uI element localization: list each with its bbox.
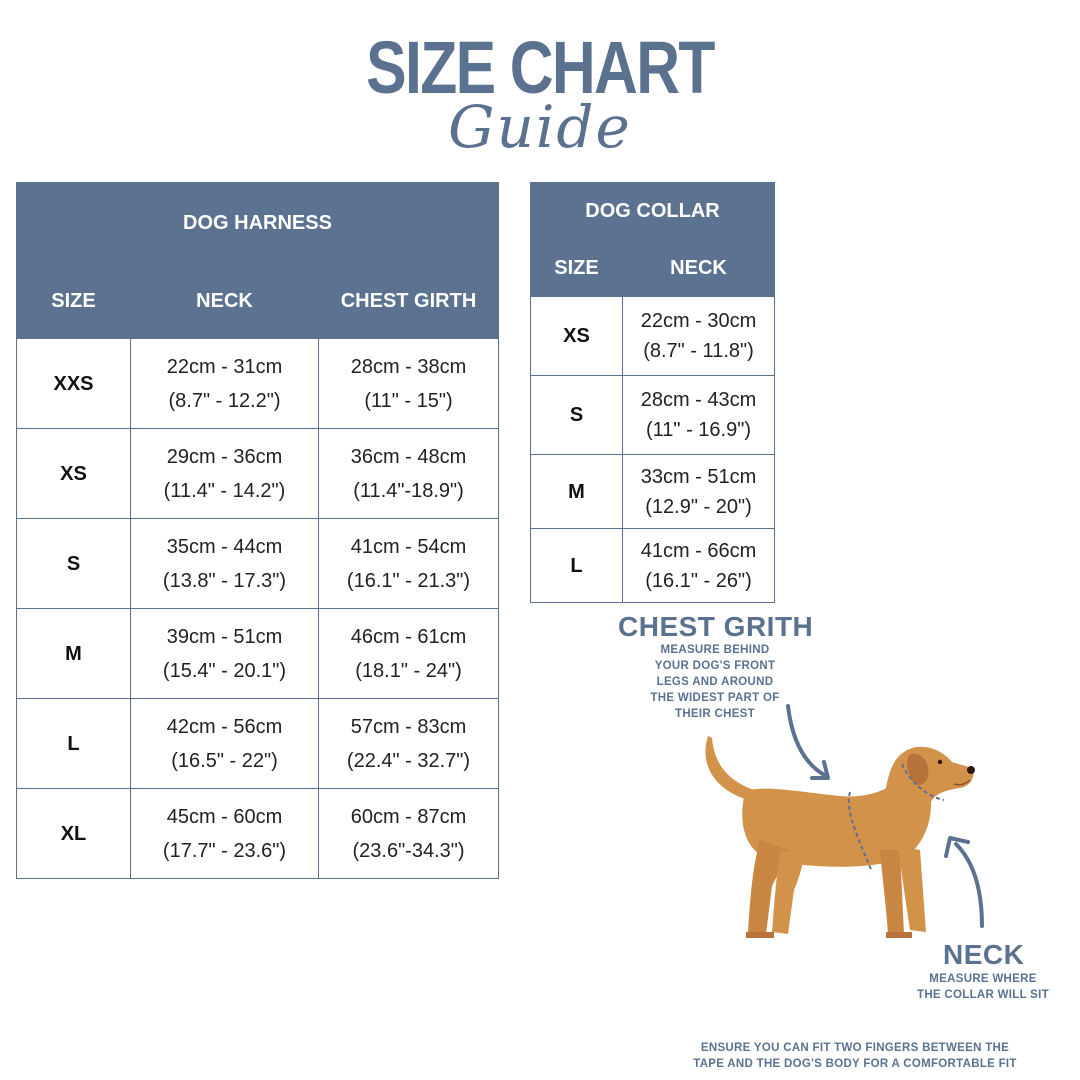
chest-line: THE WIDEST PART OF: [650, 692, 780, 704]
chest-cm: 28cm - 38cm: [350, 355, 467, 378]
harness-col-chest: CHEST GIRTH: [319, 264, 499, 339]
chest-in: (11.4"-18.9"): [353, 479, 464, 502]
collar-title: DOG COLLAR: [531, 183, 775, 240]
chest-in: (18.1" - 24"): [355, 659, 462, 682]
chest-cell: [319, 429, 499, 519]
neck-cm: 42cm - 56cm: [166, 715, 283, 738]
footnote-line: TAPE AND THE DOG'S BODY FOR A COMFORTABLE FIT: [693, 1058, 1017, 1070]
chest-cell: [319, 519, 499, 609]
chest-line: YOUR DOG'S FRONT: [654, 660, 776, 672]
page-title: SIZE CHART: [366, 26, 714, 109]
fit-footnote: [660, 1040, 1050, 1072]
harness-title: DOG HARNESS: [17, 183, 499, 264]
table-row: [17, 429, 499, 519]
chest-cell: [319, 789, 499, 879]
table-row: [17, 519, 499, 609]
neck-cell: [131, 429, 319, 519]
size-cell: S: [17, 519, 131, 609]
neck-in: (13.8" - 17.3"): [162, 569, 287, 592]
chest-line: LEGS AND AROUND: [656, 676, 774, 688]
table-row: [17, 699, 499, 789]
chest-cm: 57cm - 83cm: [350, 715, 467, 738]
neck-cell: [131, 609, 319, 699]
harness-col-neck: NECK: [131, 264, 319, 339]
neck-in: (11.4" - 14.2"): [163, 479, 286, 502]
harness-col-size: SIZE: [17, 264, 131, 339]
neck-cm: 22cm - 30cm: [640, 310, 757, 332]
neck-in: (15.4" - 20.1"): [162, 659, 287, 682]
neck-line: MEASURE WHERE: [929, 973, 1037, 985]
neck-cell: [623, 376, 775, 455]
harness-table: [16, 182, 499, 879]
neck-cm: 22cm - 31cm: [166, 355, 283, 378]
chest-in: (23.6"-34.3"): [352, 839, 465, 862]
chest-in: (11" - 15"): [364, 389, 453, 412]
table-row: [531, 455, 775, 529]
neck-cm: 33cm - 51cm: [640, 465, 757, 488]
table-row: [17, 609, 499, 699]
neck-cell: [623, 297, 775, 376]
table-row: [531, 529, 775, 603]
neck-cm: 39cm - 51cm: [166, 625, 283, 648]
neck-line: THE COLLAR WILL SIT: [917, 989, 1049, 1001]
collar-col-neck: NECK: [623, 240, 775, 297]
chest-cm: 60cm - 87cm: [350, 805, 467, 828]
neck-cm: 29cm - 36cm: [166, 445, 283, 468]
chest-cell: [319, 339, 499, 429]
neck-cell: [623, 529, 775, 603]
neck-in: (16.5" - 22"): [171, 749, 278, 772]
neck-in: (12.9" - 20"): [645, 495, 752, 518]
chest-cm: 46cm - 61cm: [350, 625, 467, 648]
table-row: [17, 789, 499, 879]
neck-in: (16.1" - 26"): [645, 569, 752, 592]
collar-table: [530, 182, 775, 603]
neck-instructions: [905, 971, 1061, 1003]
size-cell: S: [531, 376, 623, 455]
size-cell: L: [531, 529, 623, 603]
size-cell: XXS: [17, 339, 131, 429]
neck-in: (8.7" - 11.8"): [643, 340, 754, 362]
table-row: [17, 339, 499, 429]
neck-cm: 41cm - 66cm: [640, 539, 757, 562]
neck-cm: 28cm - 43cm: [640, 389, 757, 411]
neck-heading: NECK: [943, 939, 1025, 970]
footnote-line: ENSURE YOU CAN FIT TWO FINGERS BETWEEN THE: [700, 1042, 1010, 1054]
chest-girth-heading: CHEST GRITH: [618, 611, 814, 642]
size-cell: XS: [531, 297, 623, 376]
size-cell: XS: [17, 429, 131, 519]
size-cell: XL: [17, 789, 131, 879]
neck-cell: [131, 339, 319, 429]
chest-cm: 41cm - 54cm: [350, 535, 467, 558]
chest-line: MEASURE BEHIND: [660, 644, 770, 656]
neck-cell: [131, 519, 319, 609]
table-row: [531, 297, 775, 376]
neck-cm: 45cm - 60cm: [166, 805, 283, 828]
size-cell: M: [17, 609, 131, 699]
neck-cell: [131, 789, 319, 879]
chest-cm: 36cm - 48cm: [350, 445, 467, 468]
size-cell: M: [531, 455, 623, 529]
neck-cell: [623, 455, 775, 529]
chest-in: (22.4" - 32.7"): [346, 749, 471, 772]
chest-cell: [319, 609, 499, 699]
neck-in: (11" - 16.9"): [646, 419, 751, 441]
table-row: [531, 376, 775, 455]
page-subtitle: Guide: [448, 93, 632, 161]
chest-cell: [319, 699, 499, 789]
chest-in: (16.1" - 21.3"): [346, 569, 471, 592]
chest-line: THEIR CHEST: [675, 708, 755, 720]
neck-in: (17.7" - 23.6"): [162, 839, 287, 862]
curved-arrow-icon: [938, 832, 998, 932]
collar-col-size: SIZE: [531, 240, 623, 297]
neck-cell: [131, 699, 319, 789]
neck-in: (8.7" - 12.2"): [168, 389, 281, 412]
neck-cm: 35cm - 44cm: [166, 535, 283, 558]
size-cell: L: [17, 699, 131, 789]
